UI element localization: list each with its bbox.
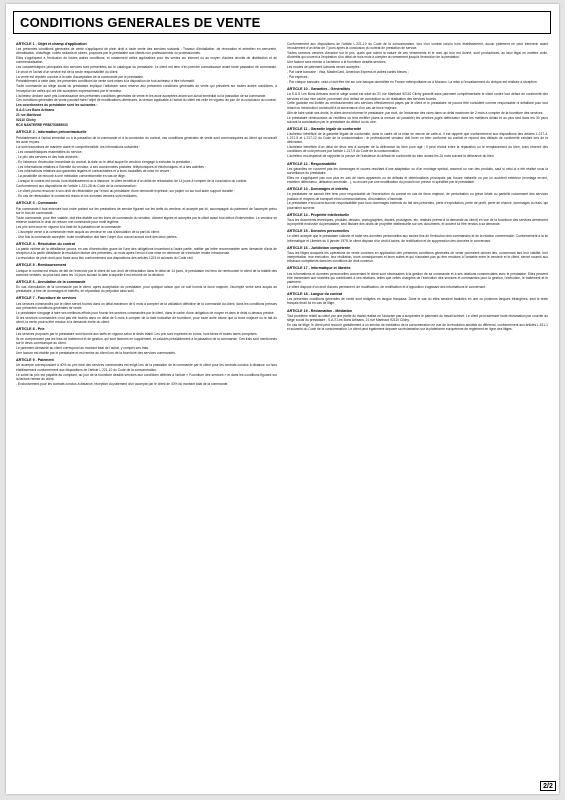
article-paragraph: En cas de litige, le client peut recourir gratuitement à un service de médiation de la consommation en vue de la résolution amiable du différend, conformément aux articles L.611-1 et suivants du Code de la consommation. Le client peut également déposer sa réclamation sur la plateforme européenne de règlement en ligne des litiges. <box>287 322 548 332</box>
article-paragraph: Toute commande, pour être valable, doit être établie sur les bons de commande du vendeur, dûment signés et acceptés par le client avant tout début d'intervention. Le vendeur se réserve toutefois le droit de refuser une commande pour motif légitime. <box>16 215 277 224</box>
article-paragraph: Les garanties ne couvrent pas les dommages et usures résultant d'une adaptation ou d'un montage spécial, anormal ou non des produits, sauf si celui-ci a été réalisé sous la surveillance du prestataire. <box>287 166 548 175</box>
article-block <box>287 292 548 306</box>
article-paragraph: Le solde du prix est payable au comptant, au jour de la fourniture desdits services aux conditions définies à l'article « Fourniture des services » et dans les conditions figurant sur la facture remise au client. <box>16 372 277 381</box>
article-block <box>16 263 277 277</box>
article-paragraph: Cette garantie est limitée au remboursement des services effectivement payés par le client et le prestataire ne pourra être considéré comme responsable ni défaillant pour tout retard ou inexécution consécutif à la survenance d'un cas de force majeure. <box>287 101 548 110</box>
article-title: ARTICLE 13 - Dommages et intérêts <box>287 187 349 192</box>
article-paragraph: Conformément aux dispositions de l'article L.221-10 du Code de la consommation, lors d'un contrat conclu hors établissement, aucun paiement ne peut intervenir avant l'écoulement d'un délai de 7 jours après la conclusion du contrat de prestation de service. <box>287 42 548 51</box>
article-paragraph: - Par chèque bancaire, celui-ci doit être tiré sur une banque domiciliée en France métropolitaine ou à Monaco. La mise à l'encaissement du chèque est réalisée à réception. <box>287 80 538 85</box>
article-paragraph: Par commande il faut entendre tout ordre portant sur les prestations de service figurant sur les tarifs du vendeur, et accepté par lui, accompagné du paiement de l'acompte prévu sur le bon de commande. <box>16 206 277 215</box>
article-block <box>16 296 277 324</box>
article-title: ARTICLE 1 - Objet et champ d'application <box>16 42 87 46</box>
article-paragraph: Lui sont transmises de manière claire et compréhensible, les informations suivantes : <box>16 144 141 149</box>
page-indicator: 2/2 <box>540 781 556 791</box>
article-block <box>287 246 548 264</box>
article-paragraph: - L'acompte versé à la commande reste acquis au vendeur en cas d'annulation de la part du client. <box>16 229 160 234</box>
right-column <box>287 42 548 777</box>
article-paragraph: Toute commande au siège social du prestataire implique l'adhésion sans réserve aux présentes conditions générales de vente qui prévalent sur toutes autres conditions, à l'exception de celles qui ont été acceptées expressément par le vendeur. <box>16 84 277 93</box>
article-block <box>287 266 548 289</box>
article-block <box>16 201 277 238</box>
article-title: ARTICLE 3 - Commande <box>16 201 58 206</box>
article-title: ARTICLE 12 - Responsabilité <box>287 161 337 166</box>
left-column <box>16 42 277 777</box>
article-title: ARTICLE 10 - Garanties - Généralités <box>287 87 351 92</box>
article-paragraph: Ils ne comprennent pas les frais de traitement et de gestion, qui sont facturés en supplément, et calculés préalablement à la passation de la commande. Ces frais sont mentionnés sur le devis communiqué au client. <box>16 337 277 346</box>
article-paragraph: La S.A.S Les Bons Artisans dont le siège social est situé au 21 rue Martissot 92110 Clichy garantit sans paiement complémentaire le client contre tout défaut de conformité des services et tout vice caché, provenant d'un défaut de conception ou de réalisation des services fournis. <box>287 92 548 101</box>
article-title: ARTICLE 5 - Remboursement <box>16 263 67 268</box>
article-paragraph: Les informations et données personnelles concernant le client sont nécessaires à la gestion de sa commande et à ses relations commerciales avec le prestataire. Elles peuvent être transmises aux sociétés qui contribuent à ces relations, telles que celles chargées de l'exécution des services et commandes pour la gestion, l'exécution, le traitement et le paiement. <box>287 271 548 284</box>
article-block <box>287 213 548 227</box>
article-paragraph: Les services proposés par le prestataire sont fournis aux tarifs en vigueur selon le devis établi. Les prix sont exprimés en euros, hors taxes et toutes taxes comprises. <box>16 332 258 337</box>
article-paragraph: Tous les litiges auxquels les opérations de vente conclues en application des présentes conditions générales de vente pourraient donner lieu, concernant tant leur validité, leur interprétation, leur exécution, leur résiliation, leurs conséquences et leurs suites et qui n'auraient pas pu être résolues à l'amiable entre le vendeur et le client, seront soumis aux tribunaux compétents dans les conditions de droit commun. <box>287 250 548 264</box>
article-block <box>287 187 548 210</box>
document-page <box>6 4 559 794</box>
article-block <box>16 42 277 127</box>
article-title: ARTICLE 9 - Paiement <box>16 358 54 363</box>
article-paragraph: Une facture est établie par le prestataire et est remise au client lors de la fourniture des services commandés. <box>16 351 176 356</box>
document-title: CONDITIONS GENERALES DE VENTE <box>20 15 261 30</box>
article-paragraph: Un acompte correspondant à 40% du prix total des services commandés est exigé lors de la passation de la commande par le client pour les contrats conclus à distance ou hors établissement conformément aux dispositions de l'article L.221-10 du Code de la consommation. <box>16 363 277 372</box>
article-paragraph: Les présentes conditions générales de vente sont rédigées en langue française. Dans le cas où elles seraient traduites en une ou plusieurs langues étrangères, seul le texte français ferait foi en cas de litige. <box>287 297 548 306</box>
article-paragraph: Le prestataire remboursera ou rectifiera ou fera rectifier (dans la mesure du possible) les services jugés défectueux dans les meilleurs délais et au plus tard dans les 30 jours suivant la constatation par le prestataire du défaut ou du vice. <box>287 115 548 124</box>
article-paragraph: La vente est réputée conclue à la date d'acceptation de la commande par le prestataire. <box>16 74 145 79</box>
article-title: ARTICLE 16 - Juridiction compétente <box>287 245 351 250</box>
article-paragraph: - Le prix des services et des frais annexes ; <box>16 154 80 159</box>
article-block <box>16 280 277 294</box>
article-paragraph: Le prestataire s'engage à faire ses meilleurs efforts pour fournir les services commandés par le client, dans le cadre d'une obligation de moyen et dans le délai ci-dessus précisé. <box>16 310 275 315</box>
article-title: ARTICLE 8 - Prix <box>16 326 45 331</box>
article-paragraph: La partie victime de la défaillance pourra, en cas d'inexécution grave de l'une des obligations incombant à l'autre partie, notifier par lettre recommandée avec demande d'avis de réception à la partie défaillante la résolution fautive des présentes, un mois après l'envoi d'une mise en demeure de s'exécuter restée infructueuse. <box>16 247 277 256</box>
article-paragraph: Les modes de paiement suivants seront acceptés : <box>287 65 362 70</box>
company-info-line: S.A.S Les Bons Artisans <box>16 108 55 113</box>
article-paragraph: - Les informations relatives aux garanties légales et contractuelles et à leurs modalités de mise en œuvre ; <box>16 169 172 174</box>
article-title: ARTICLE 6 - Annulation de la commande <box>16 279 86 284</box>
article-paragraph: Si les services commandés n'ont pas été fournis dans un délai de 6 mois à compter de la date indicative de fourniture, pour toute autre cause que la force majeure ou le fait du client, la vente pourra être résolue à la demande écrite du client. <box>16 315 277 324</box>
article-paragraph: Les présentes conditions générales de vente s'appliquent de plein droit à toute vente des services suivants : Travaux d'installation, de rénovation et entretien en serrurerie, climatisation, chauffage, volets roulants et stores, proposés par le prestataire aux clients non professionnels ou professionnels. <box>16 47 277 56</box>
article-block <box>287 309 548 332</box>
article-paragraph: Les services commandés par le client seront fournis dans un délai maximum de 6 mois à compter de la validation définitive de la commande du client, dans les conditions prévues aux présentes conditions générales de vente. <box>16 301 277 310</box>
article-paragraph: L'acheteur bénéficie d'un délai de deux ans à compter de la délivrance du bien pour agir ; il peut choisir entre la réparation ou le remplacement du bien, sous réserve des conditions de coût prévues par l'article L.217-9 du Code de la consommation. <box>287 145 548 154</box>
article-block <box>287 42 548 84</box>
article-paragraph: Préalablement à l'achat immédiat ou à la passation de la commande et à la conclusion du contrat, ces conditions générales de vente sont communiquées au client qui reconnaît les avoir reçues. <box>16 135 277 144</box>
article-block <box>287 87 548 124</box>
article-paragraph: - Les caractéristiques essentielles du service ; <box>16 149 84 154</box>
articles-columns <box>16 42 548 777</box>
article-block <box>16 327 277 355</box>
title-box <box>13 11 551 34</box>
article-block <box>16 358 277 386</box>
article-title: ARTICLE 4 - Résolution du contrat <box>16 241 75 246</box>
article-title: ARTICLE 11 - Garantie légale de conformité <box>287 126 362 131</box>
article-paragraph: Toutes sommes versées d'avance sur le prix, quels que soient la nature de ces versements et le nom qui leur est donné, sont productrices, au taux légal en matière civile, d'intérêts qui courent à l'expiration d'un délai de trois mois à compter du versement jusqu'à l'exécution de la prestation. <box>287 51 548 60</box>
article-paragraph: Le prestataire ne saurait être tenu pour responsable de l'inexécution du contrat en cas de force majeure, de perturbation ou grève totale ou partielle notamment des services postaux et moyens de transport et/ou communications, d'inondation, d'incendie. <box>287 192 548 201</box>
article-title: ARTICLE 17 - Informatique et libertés <box>287 266 351 271</box>
article-paragraph: Lorsque le contrat est résolu de fait de l'exercice par le client de son droit de rétractation dans le délai de 14 jours, le prestataire est tenu de rembourser le client de la totalité des sommes versées, au plus tard dans les 14 jours suivant la date à laquelle il est informé de la décision. <box>16 268 277 277</box>
article-paragraph: - Le client pourra renoncer à son droit de rétractation par l'envoi au prestataire d'une demande expresse, sur papier ou sur tout autre support durable ; <box>16 189 235 194</box>
article-paragraph: Le prestataire n'encourra aucune responsabilité pour tous dommages indirects du fait des présentes, perte d'exploitation, perte de profit, perte de chance, dommages ou frais, qui pourraient survenir. <box>287 201 548 210</box>
article-paragraph: L'acheteur est dispensé de rapporter la preuve de l'existence du défaut de conformité du bien durant les 24 mois suivant la délivrance du bien. <box>287 154 495 159</box>
article-title: ARTICLE 18 - Langue du contrat <box>287 292 343 297</box>
article-paragraph: Tous les documents techniques, produits, dessins, photographies, études, prototypes, etc. réalisés (même à la demande du client) en vue de la fourniture des services demeurent la propriété exclusive du prestataire, seul titulaire des droits de propriété intellectuelle sur ces documents, et doivent lui être rendus à sa demande. <box>287 217 548 227</box>
article-block <box>287 162 548 185</box>
article-paragraph: - En l'absence d'exécution immédiate du contrat, la date ou le délai auquel le vendeur s'engage à exécuter la prestation ; <box>16 159 193 164</box>
article-block <box>16 242 277 260</box>
article-paragraph: Elles ne s'appliquent pas non plus en cas de vices apparents ou de défauts et détériorations provoqués par l'usure naturelle ou par un accident extérieur (montage erroné, entretien défectueux, utilisation anormale...), ou encore par une modification du produit non prévue ni spécifiée par le prestataire. <box>287 175 548 185</box>
article-block <box>16 130 277 198</box>
article-paragraph: Tout problème relatif au client par une partie du travail réalisé ne l'autorise pas à suspendre le paiement du travail achevé. Le client peut adresser toute réclamation par courrier au siège social du prestataire : S.A.S Les Bons Artisans, 21 rue Martissot 92110 Clichy. <box>287 313 548 322</box>
article-title: ARTICLE 2 - Information précontractuelle <box>16 130 87 135</box>
article-paragraph: Le client dispose d'un droit d'accès permanent, de modification, de rectification et d'opposition s'agissant des informations le concernant. <box>287 284 486 289</box>
article-block <box>287 127 548 159</box>
article-paragraph: - Par carte bancaire : Visa, MasterCard, American Express et autres cartes bleues ; <box>287 70 409 75</box>
article-paragraph: Ces conditions générales de vente pouvant faire l'objet de modifications ultérieures, la version applicable à l'achat du client est celle en vigueur au jour de la conclusion du contrat. <box>16 98 277 103</box>
article-paragraph: - Lorsque le contrat est conclu hors établissement ou à distance, le client bénéficie d'un délai de rétractation de 14 jours à compter de la conclusion du contrat. <box>16 179 248 184</box>
article-paragraph: Le client accepte que le prestataire collecte et traite ses données personnelles aux seules fins de l'exécution des commandes et de la relation commerciale. Conformément à la loi Informatique et Libertés du 6 janvier 1978, le client dispose d'un droit d'accès, de rectification et de suppression des données le concernant. <box>287 234 548 243</box>
article-title: ARTICLE 19 - Réclamation - Médiation <box>287 308 353 313</box>
article-paragraph: Le paiement demandé au client correspond au montant total de l'achat, y compris ces frais. <box>16 346 149 351</box>
article-title: ARTICLE 15 - Données personnelles <box>287 229 350 234</box>
article-paragraph: Préalablement à cette date, les présentes conditions de vente sont mises à la disposition de tout acheteur à titre informatif. <box>16 79 195 84</box>
article-paragraph: Une facture sera remise à l'acheteur à la fourniture desdits services. <box>287 60 387 65</box>
article-paragraph: L'acheteur déclare avoir pris connaissance des présentes conditions générales de vente et les avoir acceptées avant son achat immédiat ou la passation de sa commande. <box>16 93 267 98</box>
company-info-line: RCS NANTERRE FR88753985933 <box>16 123 68 128</box>
article-paragraph: - Une fois la commande acceptée, toute modification doit faire l'objet d'un nouvel accord écrit des deux parties. <box>16 234 178 239</box>
article-paragraph: Les caractéristiques principales des services sont présentées sur le catalogue du prestataire. Le client est tenu d'en prendre connaissance avant toute passation de commande. Le choix et l'achat d'un service est de la seule responsabilité du client. <box>16 65 277 74</box>
article-paragraph: Conformément aux dispositions de l'article L.221-28 du Code de la consommation : <box>16 184 138 189</box>
article-paragraph: - La possibilité de recourir à une médiation conventionnelle en cas de litige. <box>16 174 126 179</box>
article-title: ARTICLE 14 - Propriété intellectuelle <box>287 212 350 217</box>
article-paragraph: En cas d'annulation de la commande par le client, après acceptation du prestataire, pour quelque raison que ce soit hormis la force majeure, l'acompte versé sera acquis au prestataire, à titre de dommages et intérêts, en réparation du préjudice ainsi subi. <box>16 285 277 294</box>
article-title: ARTICLE 7 - Fourniture de services <box>16 296 77 301</box>
article-paragraph: L'acheteur bénéficie de la garantie légale de conformité, dans le cadre de la mise en œuvre de celle-ci, il est rappelé que conformément aux dispositions des articles L.217-4, L.217-5 et L.217-12 du Code de la consommation : le professionnel vendeur doit livrer un bien conforme au contrat et répond des défauts de conformité existant lors de la délivrance. <box>287 132 548 145</box>
article-paragraph: Les prix sont ceux en vigueur à la date de la passation de la commande. <box>16 224 122 229</box>
article-paragraph: - Les informations relatives à l'identité du vendeur, à ses coordonnées postales, téléphoniques et électroniques, et à ses activités ; <box>16 164 206 169</box>
article-paragraph: Elles s'appliquent à l'exclusion de toutes autres conditions, et notamment celles applicables pour les ventes sur internet ou au moyen d'autres circuits de distribution et de commercialisation. <box>16 56 277 65</box>
company-info-line: 21 rue Martissot <box>16 113 42 118</box>
article-paragraph: - Par espèces ; <box>287 75 310 80</box>
article-block <box>287 229 548 243</box>
article-paragraph: - Exclusivement pour les contrats conclus à distance, réception du paiement d'un acompte par le client de 40% du montant total de la commande. <box>16 381 229 386</box>
company-info-line: 92110 Clichy <box>16 118 36 123</box>
article-paragraph: - En cas de rétractation le contrat est résolu et les sommes versées sont restituées. <box>16 194 138 199</box>
company-info-line: Les coordonnées du prestataire sont les suivantes : <box>16 103 98 108</box>
article-paragraph: Afin de faire valoir ses droits, le client devra informer le prestataire, par écrit, de l'existence des vices dans un délai maximum de 2 mois à compter de la fourniture des services. <box>287 110 544 115</box>
article-paragraph: La résolution de plein droit pour faute aura lieu conformément aux dispositions des articles 1224 et suivants du Code civil. <box>16 256 194 261</box>
